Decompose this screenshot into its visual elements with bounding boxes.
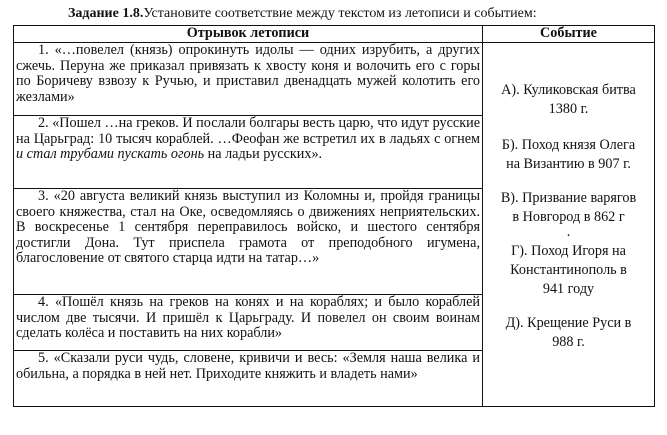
excerpt-text: «Пошёл князь на греков на конях и на кораблях; и было кораблей числом две тысячи. И пришёл к Царьграду. И повелел он своим воинам сделать колёса и поставить на них корабли» xyxy=(16,294,481,342)
event-line: В). Призвание варягов xyxy=(500,190,637,206)
task-instruction: Установите соответствие между текстом из летописи и событием: xyxy=(143,6,537,21)
events-cell xyxy=(483,43,655,407)
excerpt-number: 1. xyxy=(38,42,49,58)
excerpt-1 xyxy=(14,43,483,116)
event-a xyxy=(483,81,654,119)
header-excerpt: Отрывок летописи xyxy=(14,26,483,43)
event-line: 941 году xyxy=(542,281,595,297)
event-line: Б). Поход князя Олега xyxy=(501,137,636,153)
excerpt-5 xyxy=(14,351,483,407)
excerpt-number: 2. xyxy=(38,115,49,131)
event-line: Г). Поход Игоря на xyxy=(511,243,626,259)
excerpt-3 xyxy=(14,189,483,295)
excerpt-number: 3. xyxy=(38,188,49,204)
event-e xyxy=(483,314,654,352)
event-d xyxy=(483,242,654,299)
table-row xyxy=(14,43,655,116)
event-line: 988 г. xyxy=(552,334,585,350)
excerpt-number: 4. xyxy=(38,294,49,310)
excerpt-number: 5. xyxy=(38,350,49,366)
excerpt-text: «…повелел (князь) опрокинуть идолы — одних изрубить, а других сжечь. Перуна же приказал привязать к хвосту коня и волочить его с горы по Боричеву взвозу к Ручью, и приставил двенадцать мужей колотить его жезлами» xyxy=(16,42,480,105)
event-b xyxy=(483,136,654,174)
excerpt-2 xyxy=(14,116,483,189)
header-event: Событие xyxy=(483,26,655,43)
event-c xyxy=(483,189,654,227)
excerpt-4 xyxy=(14,295,483,351)
event-line: Константинополь в xyxy=(510,262,627,278)
event-line: на Византию в 907 г. xyxy=(506,156,631,172)
excerpt-text: «20 августа великий князь выступил из Коломны и, пройдя границы своего княжества, стал на Оке, осведомляясь о движениях неприятельских. В воскресенье 1 сентября переправилось войско, и шестого сентября достигли Дона. Тут приспела грамота от преподобного игумена, благословение от святого старца идти на татар…» xyxy=(16,188,481,267)
event-line: в Новгород в 862 г xyxy=(512,209,625,225)
excerpt-italic: и стал трубами пускать огонь xyxy=(16,146,205,163)
task-title xyxy=(68,6,537,22)
event-line: Д). Крещение Руси в xyxy=(505,315,632,331)
matching-table xyxy=(13,25,655,407)
event-line: 1380 г. xyxy=(548,101,589,117)
excerpt-text: на ладьи русских». xyxy=(204,146,323,163)
event-line: А). Куликовская битва xyxy=(501,82,636,98)
header-row xyxy=(14,26,655,43)
task-label: Задание 1.8. xyxy=(68,6,144,21)
excerpt-text: «Пошел …на греков. И послали болгары весть царю, что идут русские на Царьград: 10 тысяч кораблей. …Феофан же встретил их в ладьях с огнем xyxy=(16,115,481,147)
excerpt-text: «Сказали руси чудь, словене, кривичи и весь: «Земля наша велика и обильна, а порядка в ней нет. Приходите княжить и владеть нами» xyxy=(16,350,480,382)
stray-mark: . xyxy=(566,224,571,240)
